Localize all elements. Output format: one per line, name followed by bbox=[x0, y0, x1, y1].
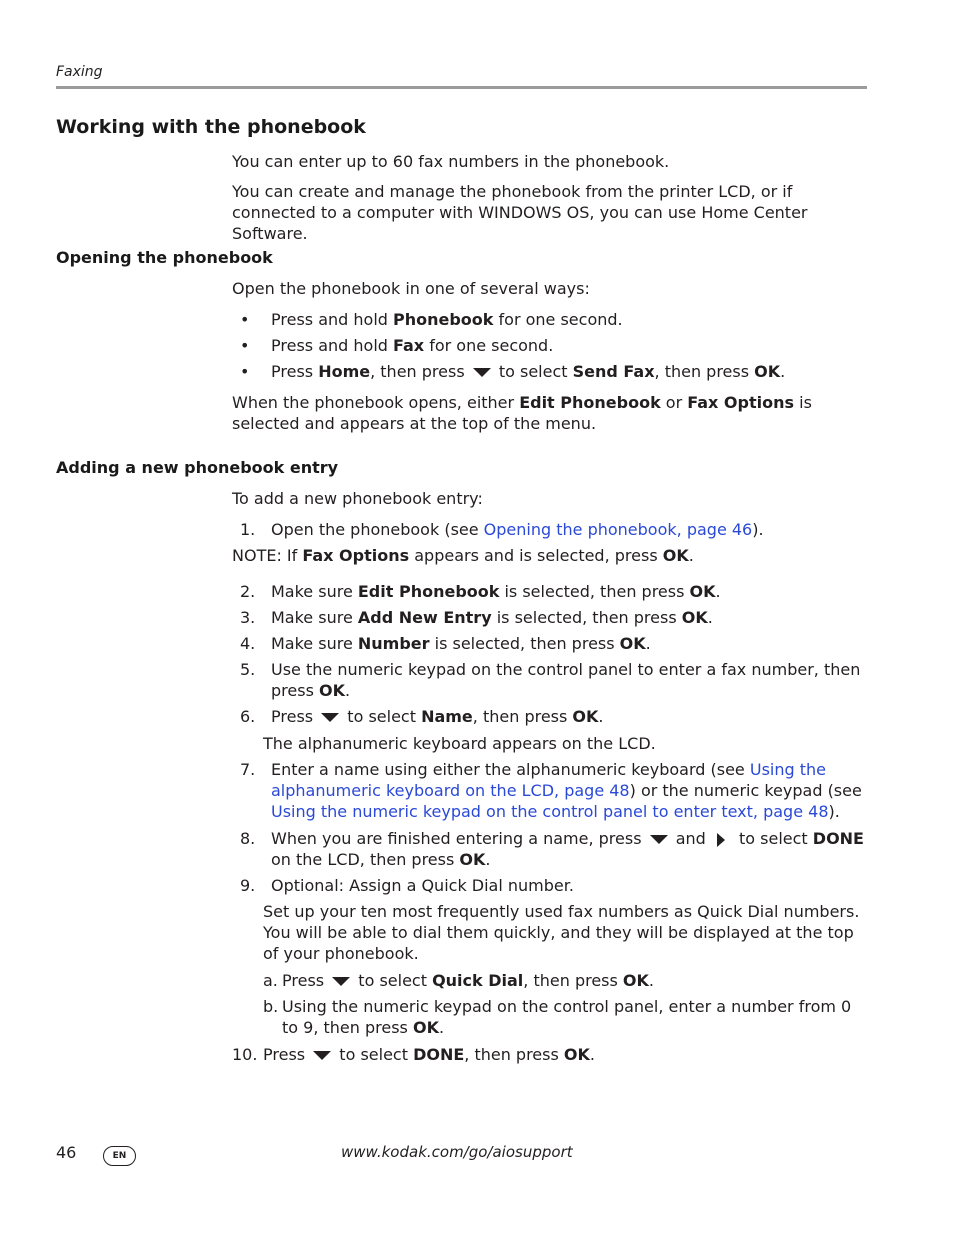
bullet-marker: • bbox=[240, 310, 250, 329]
down-arrow-icon bbox=[473, 368, 491, 377]
running-header: Faxing bbox=[56, 64, 103, 80]
language-badge: EN bbox=[103, 1146, 136, 1166]
step-note: The alphanumeric keyboard appears on the LCD. bbox=[263, 734, 656, 753]
header-rule bbox=[56, 86, 867, 89]
adding-lead: To add a new phonebook entry: bbox=[232, 489, 483, 508]
note: NOTE: If Fax Options appears and is selected, press OK. bbox=[232, 546, 694, 565]
opening-after-paragraph: When the phonebook opens, either Edit Phonebook or Fax Options is selected and appears at the top of the menu. bbox=[232, 393, 812, 433]
bullet-marker: • bbox=[240, 362, 250, 381]
right-arrow-icon bbox=[717, 833, 725, 847]
down-arrow-icon bbox=[313, 1051, 331, 1060]
heading-opening-phonebook: Opening the phonebook bbox=[56, 248, 273, 267]
link-opening-phonebook[interactable]: Opening the phonebook, page 46 bbox=[483, 520, 753, 539]
down-arrow-icon bbox=[650, 835, 668, 844]
page-title: Working with the phonebook bbox=[56, 116, 366, 138]
step-note: Set up your ten most frequently used fax numbers as Quick Dial numbers. You will be able to dial them quickly, and they will be displayed at the top of your phonebook. bbox=[263, 902, 860, 963]
link-alphanumeric-keyboard[interactable]: Using the alphanumeric keyboard on the LCD, page 48 bbox=[271, 760, 826, 800]
opening-lead: Open the phonebook in one of several ways: bbox=[232, 279, 590, 298]
down-arrow-icon bbox=[332, 977, 350, 986]
link-numeric-keypad[interactable]: Using the numeric keypad on the control panel to enter text, page 48 bbox=[271, 802, 829, 821]
intro-paragraph-2: You can create and manage the phonebook from the printer LCD, or if connected to a computer with WINDOWS OS, you can use Home Center Software. bbox=[232, 182, 808, 243]
bullet-marker: • bbox=[240, 336, 250, 355]
page-number: 46 bbox=[56, 1143, 77, 1162]
heading-adding-entry: Adding a new phonebook entry bbox=[56, 458, 339, 477]
support-url: www.kodak.com/go/aiosupport bbox=[341, 1143, 573, 1161]
intro-paragraph-1: You can enter up to 60 fax numbers in the phonebook. bbox=[232, 152, 670, 171]
down-arrow-icon bbox=[321, 713, 339, 722]
